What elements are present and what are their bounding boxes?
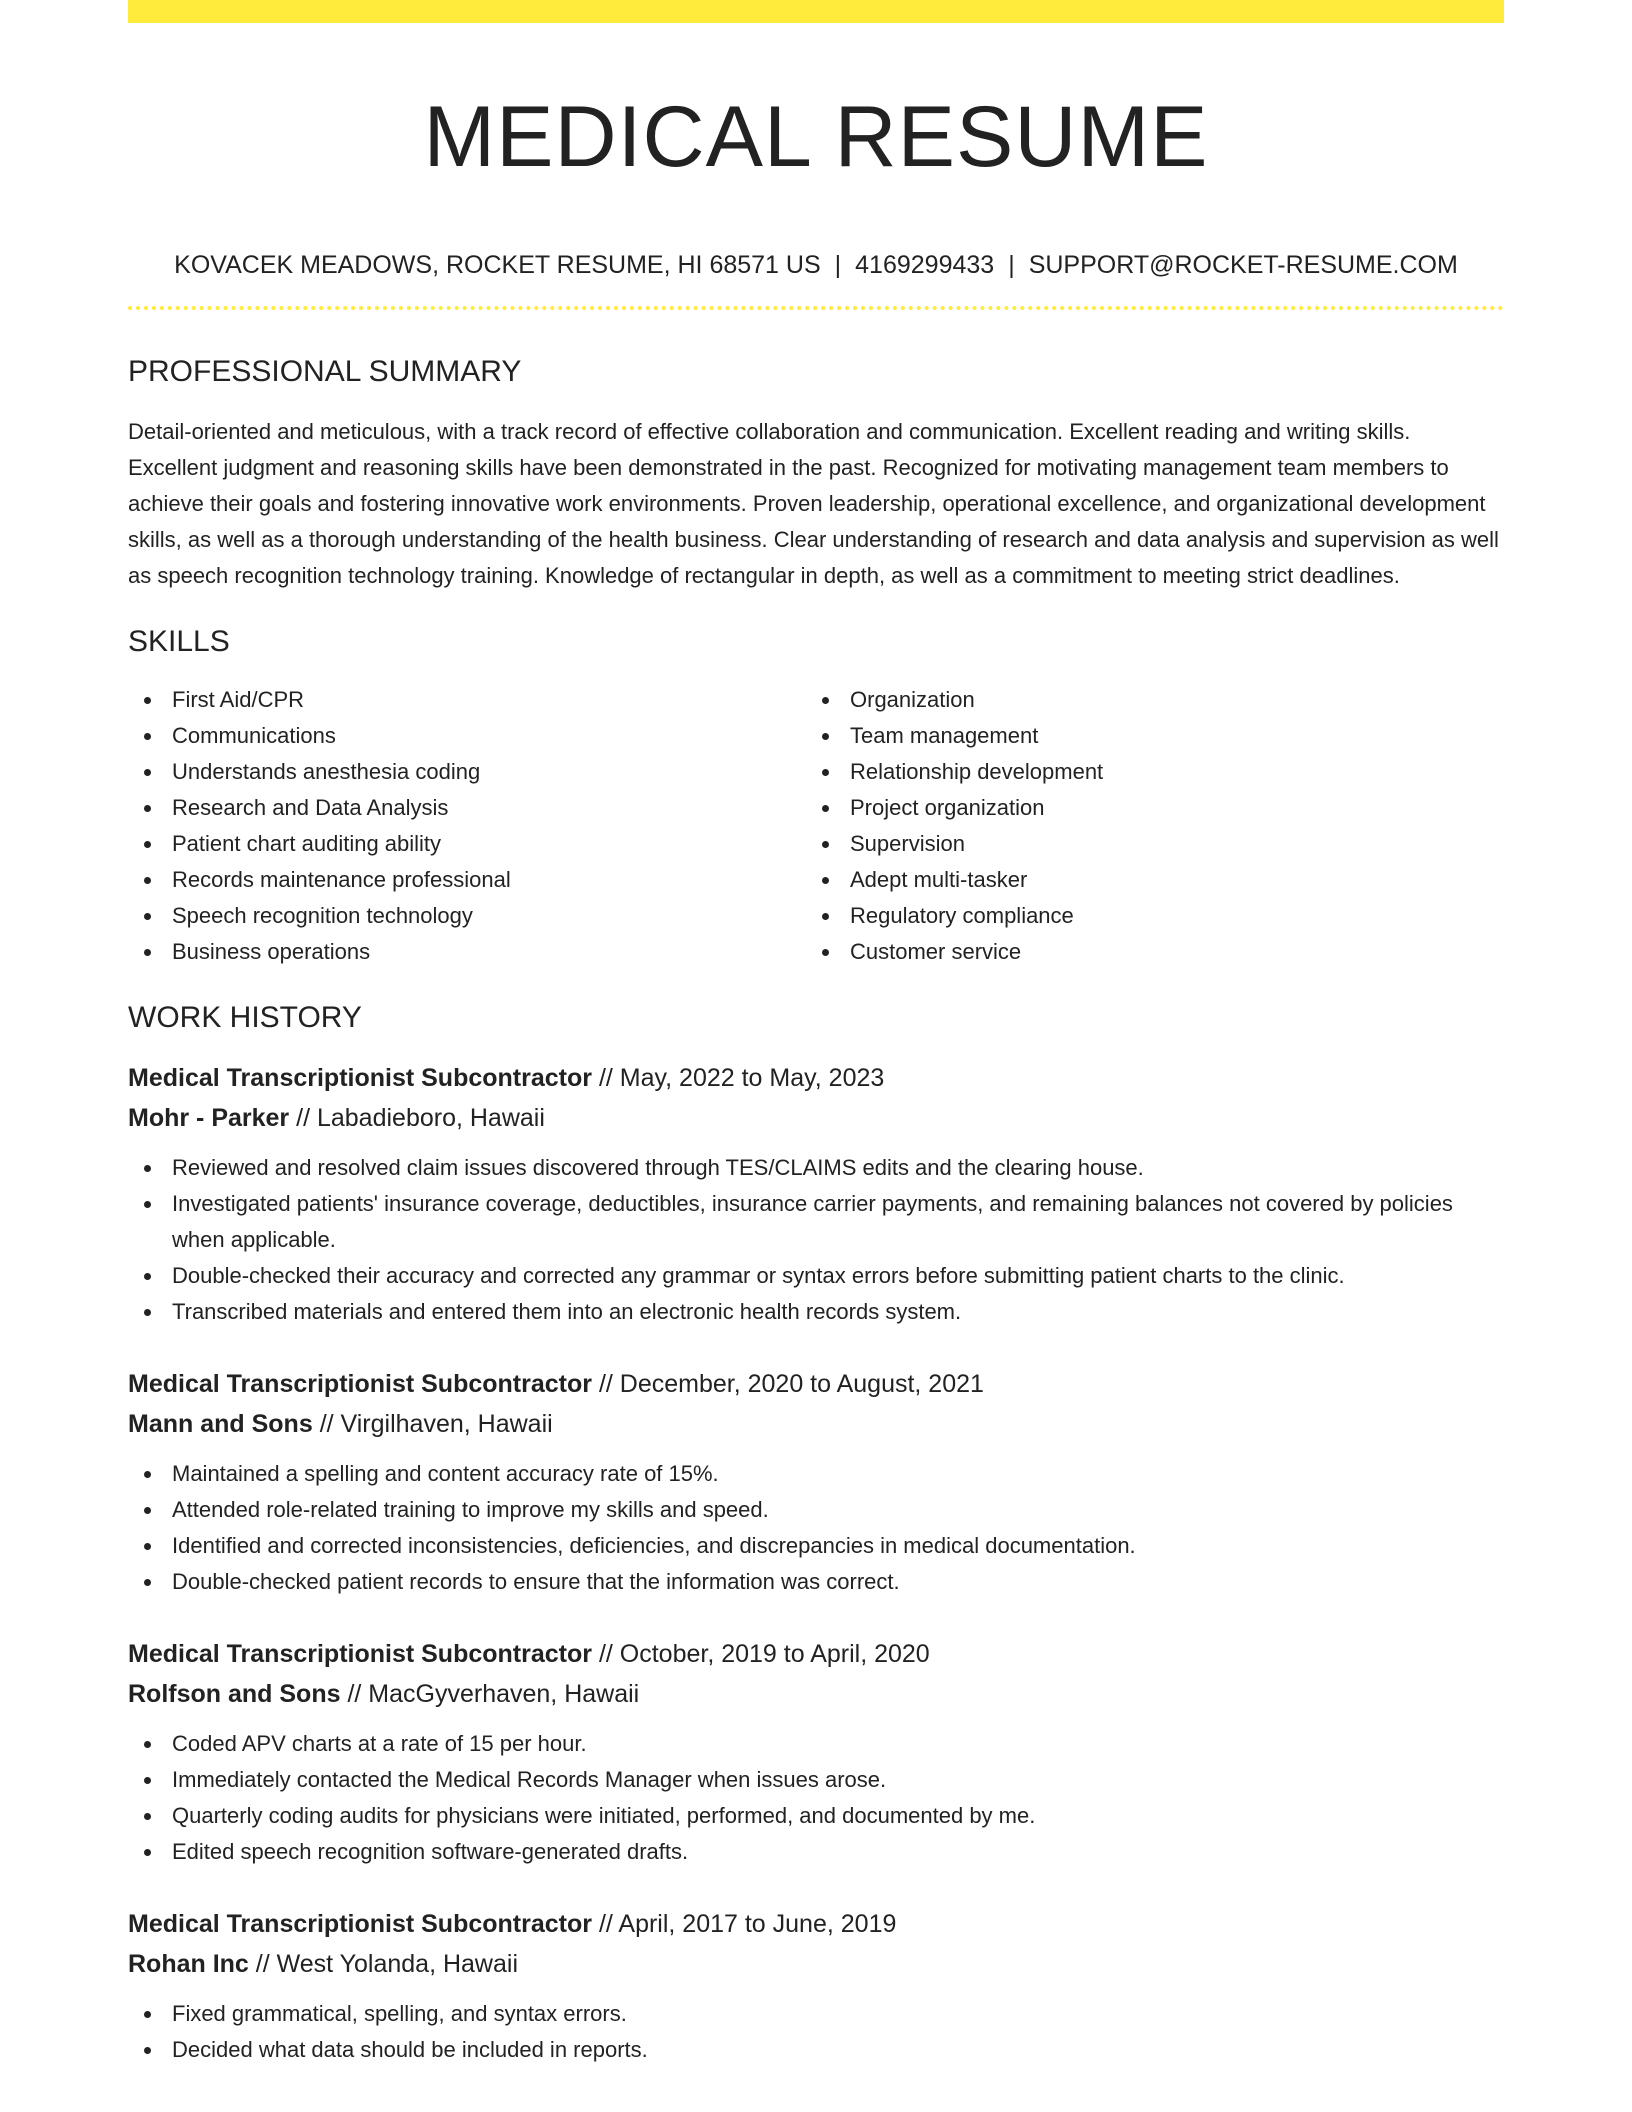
job-location: // West Yolanda, Hawaii: [255, 1950, 518, 1978]
job-title-line: [128, 1058, 1504, 1098]
job-dates: // April, 2017 to June, 2019: [598, 1910, 897, 1938]
skills-heading: SKILLS: [128, 625, 230, 658]
job-duty: Fixed grammatical, spelling, and syntax errors.: [128, 1996, 1504, 2032]
job-duty: Transcribed materials and entered them into an electronic health records system.: [128, 1294, 1504, 1330]
skill-item: Business operations: [128, 934, 806, 970]
skill-item: Customer service: [806, 934, 1484, 970]
job-company: Mann and Sons: [128, 1410, 313, 1438]
job-title-line: [128, 1634, 1504, 1674]
skill-item: Project organization: [806, 790, 1484, 826]
contact-separator: |: [834, 251, 842, 279]
job-entry: [128, 1634, 1504, 1870]
skills-column-left: [128, 682, 806, 970]
job-duty: Decided what data should be included in reports.: [128, 2032, 1504, 2068]
work-history-heading: WORK HISTORY: [128, 1001, 362, 1034]
summary-text: Detail-oriented and meticulous, with a track record of effective collaboration and communication. Excellent reading and writing skills. Excellent judgment and reasoning skills have been demonstrated in the past. Recognized for motivating management team members to achieve their goals and fostering innovative work environments. Proven leadership, operational excellence, and organizational development skills, as well as a thorough understanding of the health business. Clear understanding of research and data analysis and supervision as well as speech recognition technology training. Knowledge of rectangular in depth, as well as a commitment to meeting strict deadlines.: [128, 419, 1499, 588]
job-duty: Investigated patients' insurance coverage, deductibles, insurance carrier payments, and remaining balances not covered by policies when applicable.: [128, 1186, 1504, 1258]
job-company-line: [128, 1674, 1504, 1714]
job-company-line: [128, 1944, 1504, 1984]
job-duty: Identified and corrected inconsistencies, deficiencies, and discrepancies in medical documentation.: [128, 1528, 1504, 1564]
skill-item: First Aid/CPR: [128, 682, 806, 718]
skill-item: Research and Data Analysis: [128, 790, 806, 826]
top-accent-bar: [128, 0, 1504, 23]
job-title: Medical Transcriptionist Subcontractor: [128, 1064, 592, 1092]
job-duty: Maintained a spelling and content accuracy rate of 15%.: [128, 1456, 1504, 1492]
contact-email: SUPPORT@ROCKET-RESUME.COM: [1028, 251, 1458, 279]
skill-item: Supervision: [806, 826, 1484, 862]
skill-item: Regulatory compliance: [806, 898, 1484, 934]
job-dates: // December, 2020 to August, 2021: [598, 1370, 984, 1398]
job-title: Medical Transcriptionist Subcontractor: [128, 1640, 592, 1668]
job-duties: [128, 1996, 1504, 2068]
resume-title: MEDICAL RESUME: [423, 89, 1209, 185]
job-duties: [128, 1456, 1504, 1600]
job-duty: Reviewed and resolved claim issues discovered through TES/CLAIMS edits and the clearing house.: [128, 1150, 1504, 1186]
job-duties: [128, 1726, 1504, 1870]
job-company-line: [128, 1404, 1504, 1444]
resume-page: [128, 0, 1504, 2068]
contact-address: KOVACEK MEADOWS, ROCKET RESUME, HI 68571 US: [174, 251, 821, 279]
job-duty: Double-checked patient records to ensure that the information was correct.: [128, 1564, 1504, 1600]
job-duty: Attended role-related training to improve my skills and speed.: [128, 1492, 1504, 1528]
job-dates: // May, 2022 to May, 2023: [598, 1064, 885, 1092]
skill-item: Organization: [806, 682, 1484, 718]
skill-item: Records maintenance professional: [128, 862, 806, 898]
job-location: // Labadieboro, Hawaii: [296, 1104, 545, 1132]
job-company: Rohan Inc: [128, 1950, 249, 1978]
job-location: // MacGyverhaven, Hawaii: [347, 1680, 640, 1708]
contact-separator: |: [1008, 251, 1015, 279]
skill-item: Understands anesthesia coding: [128, 754, 806, 790]
job-title-line: [128, 1364, 1504, 1404]
job-dates: // October, 2019 to April, 2020: [598, 1640, 930, 1668]
job-entry: [128, 1364, 1504, 1600]
skills-list: [128, 682, 1504, 970]
job-duty: Coded APV charts at a rate of 15 per hour.: [128, 1726, 1504, 1762]
job-duty: Immediately contacted the Medical Records Manager when issues arose.: [128, 1762, 1504, 1798]
job-entry: [128, 1904, 1504, 2068]
job-title: Medical Transcriptionist Subcontractor: [128, 1910, 592, 1938]
summary-heading: PROFESSIONAL SUMMARY: [128, 355, 522, 388]
skills-column-right: [806, 682, 1484, 970]
job-location: // Virgilhaven, Hawaii: [319, 1410, 553, 1438]
job-duty: Edited speech recognition software-generated drafts.: [128, 1834, 1504, 1870]
job-title-line: [128, 1904, 1504, 1944]
skill-item: Speech recognition technology: [128, 898, 806, 934]
job-company-line: [128, 1098, 1504, 1138]
job-duty: Double-checked their accuracy and corrected any grammar or syntax errors before submitting patient charts to the clinic.: [128, 1258, 1504, 1294]
job-duty: Quarterly coding audits for physicians were initiated, performed, and documented by me.: [128, 1798, 1504, 1834]
skill-item: Team management: [806, 718, 1484, 754]
contact-phone: 4169299433: [855, 251, 995, 279]
skill-item: Adept multi-tasker: [806, 862, 1484, 898]
skill-item: Relationship development: [806, 754, 1484, 790]
dotted-divider: [128, 306, 1504, 310]
skill-item: Patient chart auditing ability: [128, 826, 806, 862]
contact-line: [128, 249, 1504, 281]
job-company: Mohr - Parker: [128, 1104, 290, 1132]
job-duties: [128, 1150, 1504, 1330]
skill-item: Communications: [128, 718, 806, 754]
job-entry: [128, 1058, 1504, 1330]
job-title: Medical Transcriptionist Subcontractor: [128, 1370, 592, 1398]
job-company: Rolfson and Sons: [128, 1680, 341, 1708]
